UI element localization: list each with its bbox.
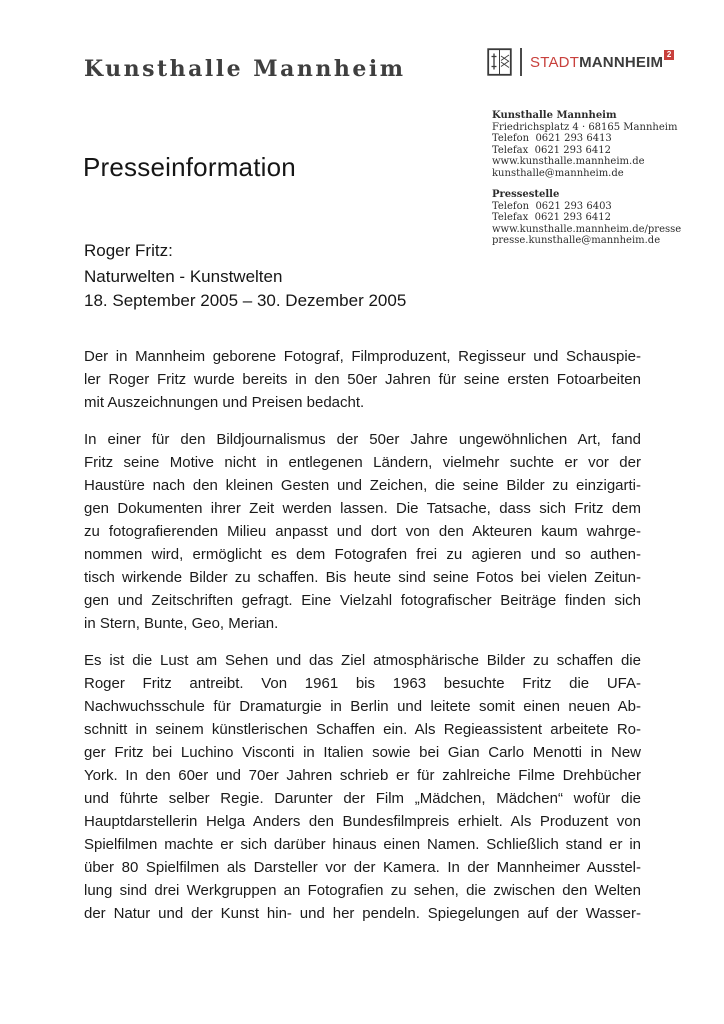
logo-stadt-text: STADT xyxy=(530,53,580,71)
logo-superscript-badge: 2 xyxy=(664,50,674,60)
body-line: nommen wird, ermöglicht es dem Fotografen frei zu agieren und so authen- xyxy=(84,546,641,563)
body-line: Hauptdarstellerin Helga Anders den Bundesfilmpreis erhielt. Als Produzent von xyxy=(84,813,641,830)
body-line: und führte selber Regie. Darunter der Film „Mädchen, Mädchen“ wofür die xyxy=(84,790,641,807)
exhibition-title: Naturwelten - Kunstwelten xyxy=(84,267,283,286)
body-line: ler Roger Fritz wurde bereits in den 50er Jahren für seine ersten Fotoarbeiten xyxy=(84,371,641,388)
body-line: Nachwuchsschule für Dramaturgie in Berlin und leitete somit einen neuen Ab- xyxy=(84,698,641,715)
contact-fax-line: Telefax 0621 293 6412 xyxy=(492,144,611,156)
logo-mannheim-text: MANNHEIM xyxy=(579,53,664,71)
contact-website-line: www.kunsthalle.mannheim.de xyxy=(492,156,645,167)
pressestelle-website-line: www.kunsthalle.mannheim.de/presse xyxy=(492,223,682,235)
paragraph-3 xyxy=(84,649,641,925)
stadt-mannheim-logo xyxy=(487,47,674,77)
pressestelle-email-line: presse.kunsthalle@mannheim.de xyxy=(492,235,661,246)
contact-column xyxy=(492,110,720,247)
contact-kunsthalle-title: Kunsthalle Mannheim xyxy=(492,110,617,121)
paragraph-2 xyxy=(84,428,641,635)
body-line: gen und Zeitschriften gefragt. Eine Vielzahl fotografischer Beiträge finden sich xyxy=(84,592,641,609)
body-line: Spielfilmen machte er sich darüber hinaus einen Namen. Schließlich stand er in xyxy=(84,836,641,853)
body-line: zu fotografierenden Milieu anpasst und dort von den Akteuren kaum wahrge- xyxy=(84,523,641,540)
body-line: In einer für den Bildjournalismus der 50er Jahre ungewöhnlichen Art, fand xyxy=(84,431,641,448)
pressestelle-fax-line: Telefax 0621 293 6412 xyxy=(492,212,611,223)
kunsthalle-wordmark: Kunsthalle Mannheim xyxy=(84,56,406,82)
exhibition-title-block xyxy=(84,239,406,313)
contact-kunsthalle-block xyxy=(492,110,720,179)
exhibition-artist: Roger Fritz: xyxy=(84,241,173,260)
body-line: Der in Mannheim geborene Fotograf, Filmproduzent, Regisseur und Schauspie- xyxy=(84,348,641,365)
body-line: gen Dokumenten ihrer Zeit werden lassen. Die Tatsache, dass sich Fritz dem xyxy=(84,500,641,517)
contact-address-line: Friedrichsplatz 4 · 68165 Mannheim xyxy=(492,121,678,133)
body-line: schnitt in seinem künstlerischen Schaffen ein. Als Regieassistent arbeitete Ro- xyxy=(84,721,641,738)
body-line: Es ist die Lust am Sehen und das Ziel atmosphärische Bilder zu schaffen die xyxy=(84,652,641,669)
body-line: der Natur und der Kunst hin- und her pendeln. Spiegelungen auf der Wasser- xyxy=(84,905,641,922)
logo-divider xyxy=(520,48,522,76)
body-text xyxy=(84,345,641,939)
stadt-mannheim-wordmark xyxy=(530,49,674,71)
body-line: in Stern, Bunte, Geo, Merian. xyxy=(84,615,279,632)
paragraph-1 xyxy=(84,345,641,414)
document-type-heading: Presseinformation xyxy=(83,152,296,182)
exhibition-dates: 18. September 2005 – 30. Dezember 2005 xyxy=(84,291,407,310)
pressestelle-title: Pressestelle xyxy=(492,189,560,200)
contact-email-line: kunsthalle@mannheim.de xyxy=(492,167,624,179)
contact-pressestelle-block xyxy=(492,189,720,247)
contact-phone-line: Telefon 0621 293 6413 xyxy=(492,133,612,144)
body-line: mit Auszeichnungen und Preisen bedacht. xyxy=(84,394,365,411)
body-line: über 80 Spielfilmen als Darsteller vor der Kamera. In der Mannheimer Ausstel- xyxy=(84,859,641,876)
body-line: lung sind drei Werkgruppen an Fotografien zu sehen, die zwischen den Welten xyxy=(84,882,641,899)
body-line: ger Fritz bei Luchino Visconti in Italien sowie bei Gian Carlo Menotti in New xyxy=(84,744,641,761)
body-line: Roger Fritz antreibt. Von 1961 bis 1963 besuchte Fritz die UFA- xyxy=(84,675,641,692)
pressestelle-phone-line: Telefon 0621 293 6403 xyxy=(492,200,612,212)
mannheim-coat-of-arms-icon xyxy=(487,48,512,76)
body-line: Fritz seine Motive nicht in entlegenen Ländern, vielmehr suchte er vor der xyxy=(84,454,641,471)
body-line: Haustüre nach den kleinen Gesten und Zeichen, die seine Bilder zu einzigarti- xyxy=(84,477,641,494)
body-line: York. In den 60er und 70er Jahren schrieb er für zahlreiche Filme Drehbücher xyxy=(84,767,641,784)
body-line: tisch wirkende Bilder zu schaffen. Bis heute sind seine Fotos bei vielen Zeitun- xyxy=(84,569,641,586)
